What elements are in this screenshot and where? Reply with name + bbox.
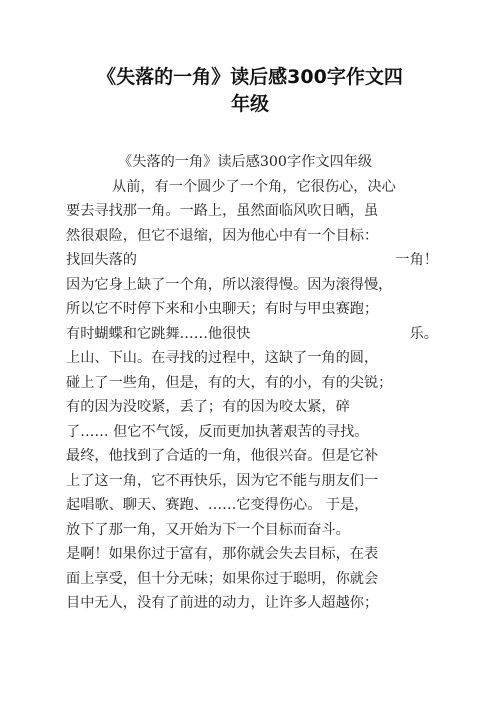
paragraph-line: 面上享受，但十分无味；如果你过于聪明，你就会	[66, 570, 379, 587]
paragraph-line: 上了这一角，它不再快乐，因为它不能与朋友们一	[66, 472, 379, 489]
line-segment: 有时蝴蝶和它跳舞……他很快	[66, 325, 251, 342]
paragraph-line: 然很艰险，但它不退缩，因为他心中有一个目标：	[66, 227, 379, 244]
paragraph-line: 上山、下山。在寻找的过程中，这缺了一角的圆，	[66, 350, 379, 366]
line-segment: 找回失落的	[66, 252, 137, 268]
paragraph-line	[66, 248, 438, 273]
paragraph-line: 是啊！如果你过于富有，那你就会失去目标，在表	[66, 546, 379, 562]
document-title	[60, 64, 440, 118]
paragraph-line: 有的因为没咬紧，丢了；有的因为咬太紧，碎	[66, 399, 350, 415]
paragraph-line	[66, 322, 438, 347]
line-segment: 一角！	[395, 252, 438, 268]
paragraph-line: 从前，有一个圆少了一个角，它很伤心，决心	[112, 178, 396, 195]
title-line-1: 《失落的一角》读后感300字作文四	[97, 66, 403, 88]
paragraph-line: 因为它身上缺了一个角，所以滚得慢。因为滚得慢，	[66, 276, 393, 293]
paragraph-line: 要去寻找那一角。一路上，虽然面临风吹日晒，虽	[66, 203, 379, 219]
subtitle-line: 《失落的一角》读后感300字作文四年级	[118, 154, 373, 170]
paragraph-line: 所以它不时停下来和小虫聊天；有时与甲虫赛跑；	[66, 301, 379, 317]
line-segment: 乐。	[409, 325, 438, 342]
paragraph-line: 了…… 但它不气馁，反而更加执著艰苦的寻找。	[66, 423, 369, 440]
paragraph-line: 放下了那一角，又开始为下一个目标而奋斗。	[66, 521, 350, 538]
paragraph-line: 碰上了一些角，但是，有的大，有的小，有的尖锐；	[66, 374, 393, 391]
title-line-2: 年级	[230, 93, 269, 115]
paragraph-line: 目中无人，没有了前进的动力，让许多人超越你；	[66, 595, 379, 611]
paragraph-line: 起唱歌、聊天、赛跑、……它变得伤心。 于是，	[66, 497, 369, 513]
document-body	[66, 150, 438, 616]
paragraph-line: 最终，他找到了合适的一角，他很兴奋。但是它补	[66, 448, 379, 464]
